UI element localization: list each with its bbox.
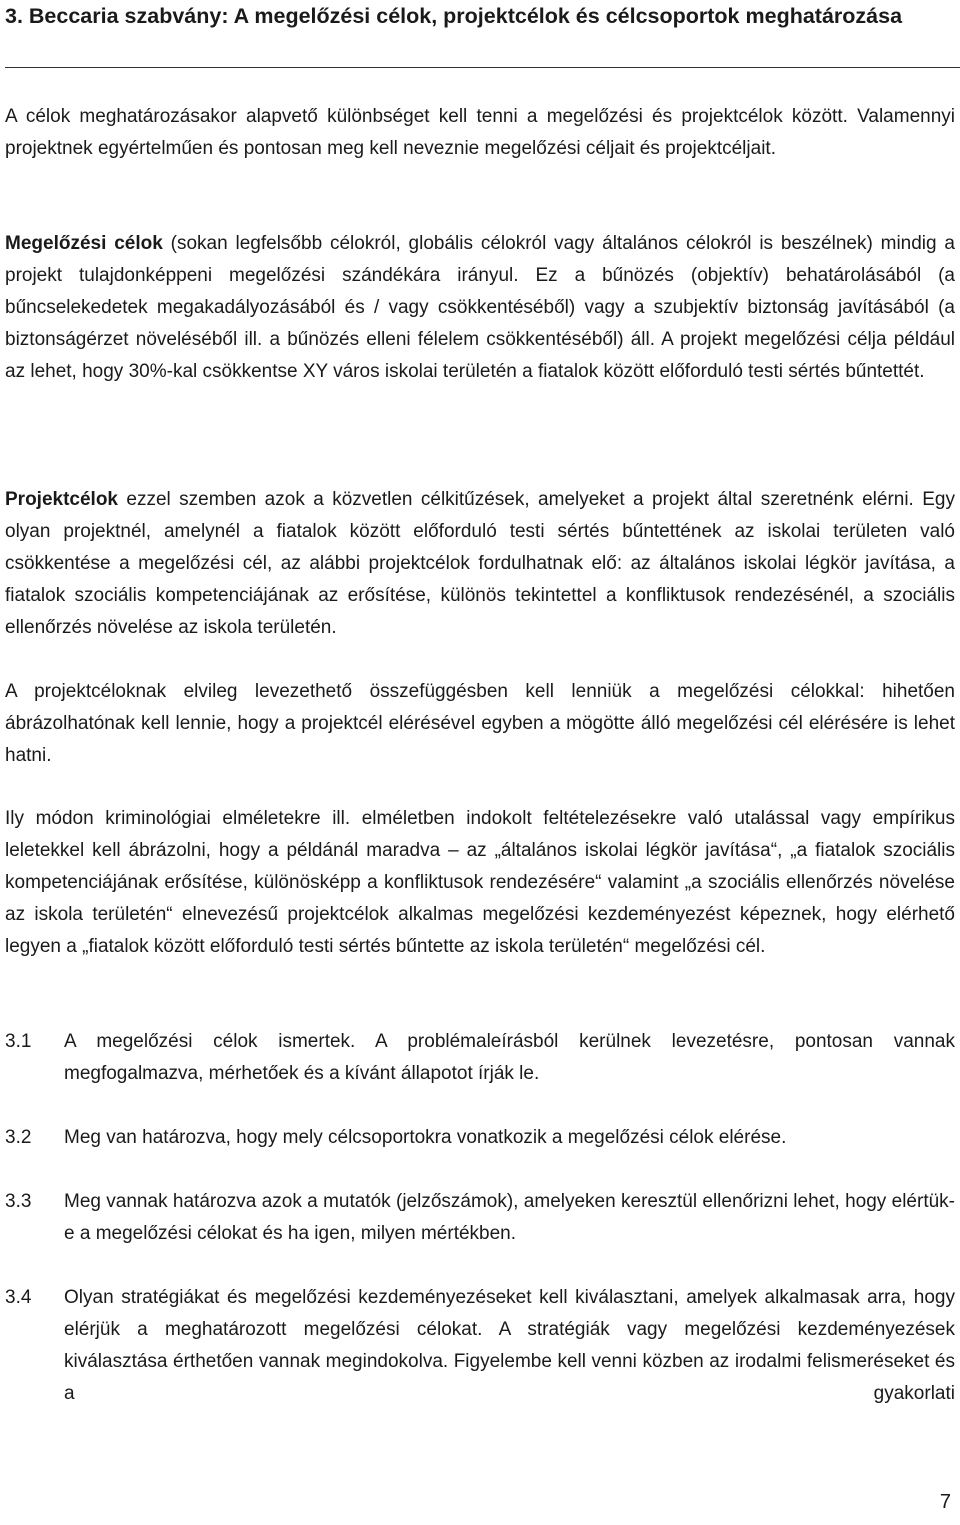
prevention-goals-term: Megelőzési célok <box>5 233 163 254</box>
list-item-number: 3.3 <box>5 1191 32 1212</box>
intro-paragraph: A célok meghatározásakor alapvető különbséget kell tenni a megelőzési és projektcélok között. Valamennyi projektnek egyértelműen és pontosan meg kell neveznie megelőzési céljait és projektcéljait. <box>5 106 955 159</box>
list-item-number: 3.4 <box>5 1287 32 1308</box>
list-item-text: A megelőzési célok ismertek. A problémaleírásból kerülnek levezetésre, pontosan vannak megfogalmazva, mérhetőek és a kívánt állapotot írják le. <box>64 1031 955 1084</box>
criminology-paragraph: Ily módon kriminológiai elméletekre ill. elméletben indokolt feltételezésekre való utalással vagy empírikus leletekkel kell ábrázolni, hogy a példánál maradva – az „általános iskolai légkör javítása“, „a fiatalok szociális kompetenciájának erősítése, különösképp a konfliktusok rendezésére“ valamint „a szociális ellenőrzés növelése az iskola területén“ elnevezésű projektcélok alkalmas megelőzési kezdeményezést képeznek, hogy elérhető legyen a „fiatalok között előforduló testi sértés bűntette az iskola területén“ megelőzési cél. <box>5 808 955 957</box>
list-item-text: Meg vannak határozva azok a mutatók (jelzőszámok), amelyeken keresztül ellenőrizni lehet, hogy elértük-e a megelőzési célokat és ha igen, milyen mértékben. <box>64 1191 955 1244</box>
list-item-text: Olyan stratégiákat és megelőzési kezdeményezéseket kell kiválasztani, amelyek alkalmasak arra, hogy elérjük a meghatározott megelőzési célokat. A stratégiák vagy megelőzési kezdeményezések kiválasztása érthetően vannak megindokolva. Figyelembe kell venni közben az irodalmi felismeréseket és a gyakorlati <box>64 1287 955 1404</box>
page-number: 7 <box>939 1491 951 1513</box>
derivation-paragraph: A projektcéloknak elvileg levezethető összefüggésben kell lenniük a megelőzési célokkal: hihetően ábrázolhatónak kell lennie, hogy a projektcél elérésével egyben a mögötte álló megelőzési cél elérésére is lehet hatni. <box>5 681 955 766</box>
heading-divider <box>5 67 960 68</box>
list-item-number: 3.1 <box>5 1031 32 1052</box>
prevention-goals-paragraph <box>5 228 955 388</box>
project-goals-term: Projektcélok <box>5 489 118 510</box>
list-item-number: 3.2 <box>5 1127 32 1148</box>
prevention-goals-text: (sokan legfelsőbb célokról, globális célokról vagy általános célokról is beszélnek) mindig a projekt tulajdonképpeni megelőzési szándékára irányul. Ez a bűnözés (objektív) behatárolásából (a bűncselekedetek megakadályozásából és / vagy csökkentéséből) vagy a szubjektív biztonság javításából (a biztonságérzet növeléséből ill. a bűnözés elleni félelem csökkentéséből) áll. A projekt megelőzési célja például az lehet, hogy 30%-kal csökkentse XY város iskolai területén a fiatalok között előforduló testi sértés bűntettét. <box>5 233 955 382</box>
document-page <box>5 0 955 1513</box>
project-goals-paragraph <box>5 484 955 644</box>
project-goals-text: ezzel szemben azok a közvetlen célkitűzések, amelyeket a projekt által szeretnénk elérni. Egy olyan projektnél, amelynél a fiatalok között előforduló testi sértés bűntettének az iskolai területen való csökkentése a megelőzési cél, az alábbi projektcélok fordulhatnak elő: az általános iskolai légkör javítása, a fiatalok szociális kompetenciájának az erősítése, különös tekintettel a konfliktusok rendezésénél, a szociális ellenőrzés növelése az iskola területén. <box>5 489 955 638</box>
section-heading: 3. Beccaria szabvány: A megelőzési célok, projektcélok és célcsoportok meghatározása <box>5 4 903 28</box>
list-item-text: Meg van határozva, hogy mely célcsoportokra vonatkozik a megelőzési célok elérése. <box>64 1127 787 1148</box>
